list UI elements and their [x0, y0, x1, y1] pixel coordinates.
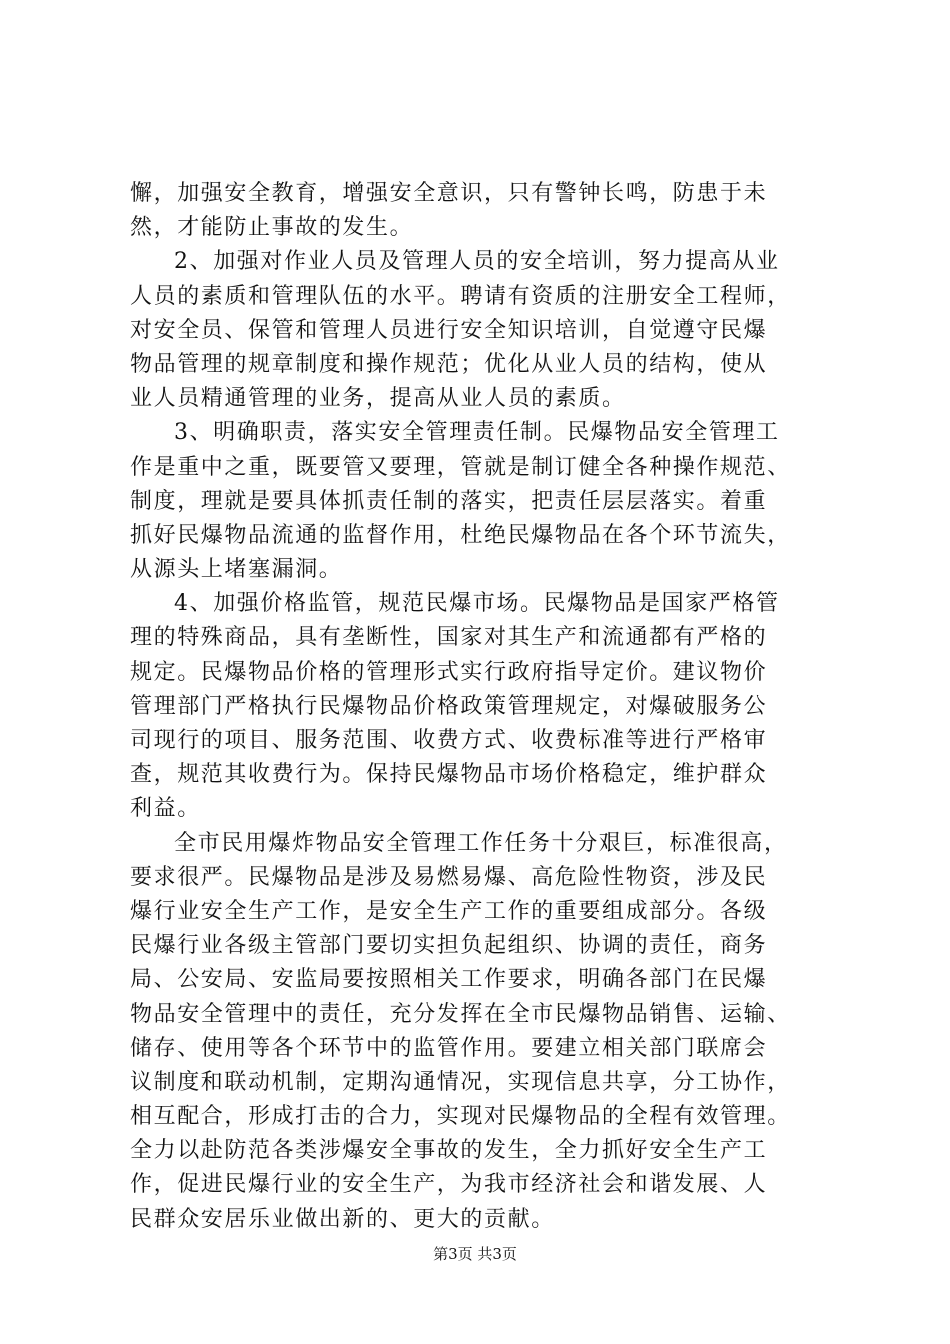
text-line: 4、加强价格监管，规范民爆市场。民爆物品是国家严格管	[174, 591, 780, 617]
text-line: 全力以赴防范各类涉爆安全事故的发生，全力抓好安全生产工	[130, 1138, 768, 1164]
text-line: 民爆行业各级主管部门要切实担负起组织、协调的责任，商务	[130, 933, 768, 959]
text-line: 对安全员、保管和管理人员进行安全知识培训，自觉遵守民爆	[130, 317, 768, 343]
text-line: 懈，加强安全教育，增强安全意识，只有警钟长鸣，防患于未	[130, 181, 768, 206]
text-line: 然，才能防止事故的发生。	[130, 215, 414, 241]
text-line: 司现行的项目、服务范围、收费方式、收费标准等进行严格审	[130, 728, 768, 753]
text-line: 抓好民爆物品流通的监督作用，杜绝民爆物品在各个环节流失，	[130, 522, 791, 548]
text-line: 民群众安居乐业做出新的、更大的贡献。	[130, 1206, 555, 1232]
text-line: 要求很严。民爆物品是涉及易燃易爆、高危险性物资，涉及民	[130, 864, 768, 890]
text-line: 利益。	[130, 796, 201, 822]
text-line: 3、明确职责，落实安全管理责任制。民爆物品安全管理工	[174, 420, 780, 446]
text-line: 议制度和联动机制，定期沟通情况，实现信息共享，分工协作，	[130, 1069, 791, 1095]
text-line: 爆行业安全生产工作，是安全生产工作的重要组成部分。各级	[130, 898, 768, 924]
page-footer: 第3页 共3页	[433, 1245, 517, 1263]
text-line: 管理部门严格执行民爆物品价格政策管理规定，对爆破服务公	[130, 693, 768, 719]
text-line: 人员的素质和管理队伍的水平。聘请有资质的注册安全工程师，	[130, 283, 791, 309]
text-line: 全市民用爆炸物品安全管理工作任务十分艰巨，标准很高，	[174, 830, 788, 856]
text-line: 物品管理的规章制度和操作规范；优化从业人员的结构，使从	[130, 351, 768, 377]
text-line: 制度，理就是要具体抓责任制的落实，把责任层层落实。着重	[130, 488, 768, 514]
text-line: 局、公安局、安监局要按照相关工作要求，明确各部门在民爆	[130, 967, 768, 993]
text-line: 储存、使用等各个环节中的监管作用。要建立相关部门联席会	[130, 1035, 768, 1061]
text-line: 相互配合，形成打击的合力，实现对民爆物品的全程有效管理。	[130, 1104, 791, 1130]
text-line: 理的特殊商品，具有垄断性，国家对其生产和流通都有严格的	[130, 625, 768, 651]
text-line: 物品安全管理中的责任，充分发挥在全市民爆物品销售、运输、	[130, 1001, 791, 1027]
text-line: 业人员精通管理的业务，提高从业人员的素质。	[130, 386, 626, 412]
text-line: 从源头上堵塞漏洞。	[130, 557, 343, 583]
text-line: 作是重中之重，既要管又要理，管就是制订健全各种操作规范、	[130, 454, 791, 480]
document-body	[130, 177, 842, 1237]
text-line: 规定。民爆物品价格的管理形式实行政府指导定价。建议物价	[130, 659, 768, 685]
text-line: 2、加强对作业人员及管理人员的安全培训，努力提高从业	[174, 249, 780, 275]
text-line: 查，规范其收费行为。保持民爆物品市场价格稳定，维护群众	[130, 762, 768, 788]
text-line: 作，促进民爆行业的安全生产，为我市经济社会和谐发展、人	[130, 1172, 768, 1198]
